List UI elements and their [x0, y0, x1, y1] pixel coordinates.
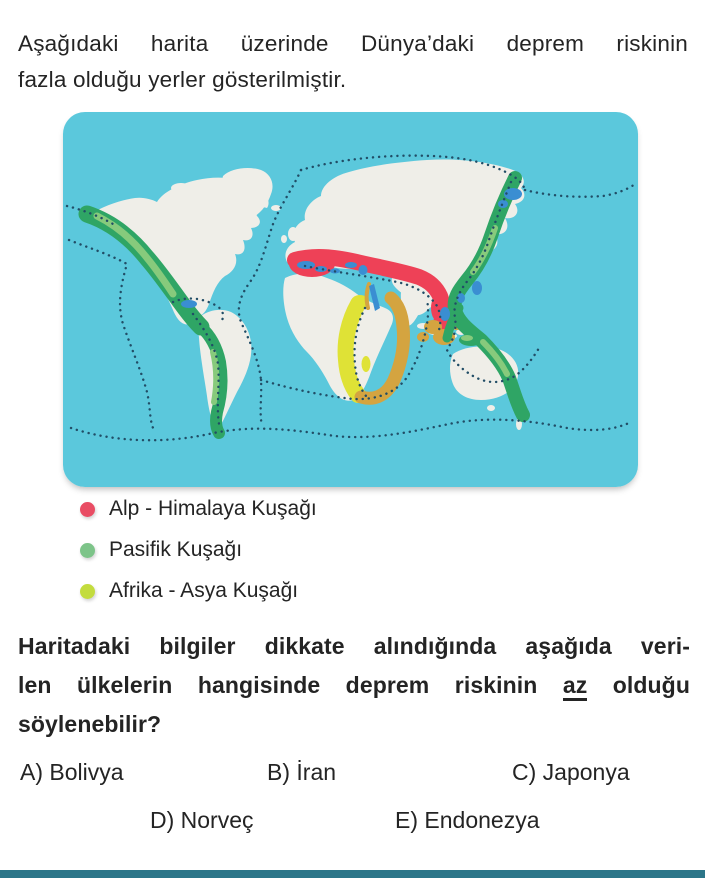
question-line-2: len ülkelerin hangisinde deprem riskinin az olduğu — [18, 666, 690, 705]
intro-line-2: fazla olduğu yerler gösterilmiştir. — [18, 67, 347, 92]
legend-label: Alp - Himalaya Kuşağı — [109, 497, 317, 520]
intro-line-1: Aşağıdaki harita üzerinde Dünya’daki deprem riskinin — [18, 31, 688, 56]
option-e[interactable]: E) Endonezya — [395, 807, 540, 833]
option-a[interactable]: A) Bolivya — [20, 759, 124, 785]
page-footer-bar — [0, 870, 705, 878]
legend-label: Pasifik Kuşağı — [109, 538, 243, 561]
option-c[interactable]: C) Japonya — [512, 759, 630, 785]
legend-label: Afrika - Asya Kuşağı — [109, 579, 299, 602]
question-line-3: söylenebilir? — [18, 711, 162, 737]
option-b[interactable]: B) İran — [267, 759, 337, 785]
option-d[interactable]: D) Norveç — [150, 807, 254, 833]
question-line-1: Haritadaki bilgiler dikkate alındığında aşağıda veri- — [18, 633, 690, 659]
underlined-word: az — [563, 672, 588, 701]
